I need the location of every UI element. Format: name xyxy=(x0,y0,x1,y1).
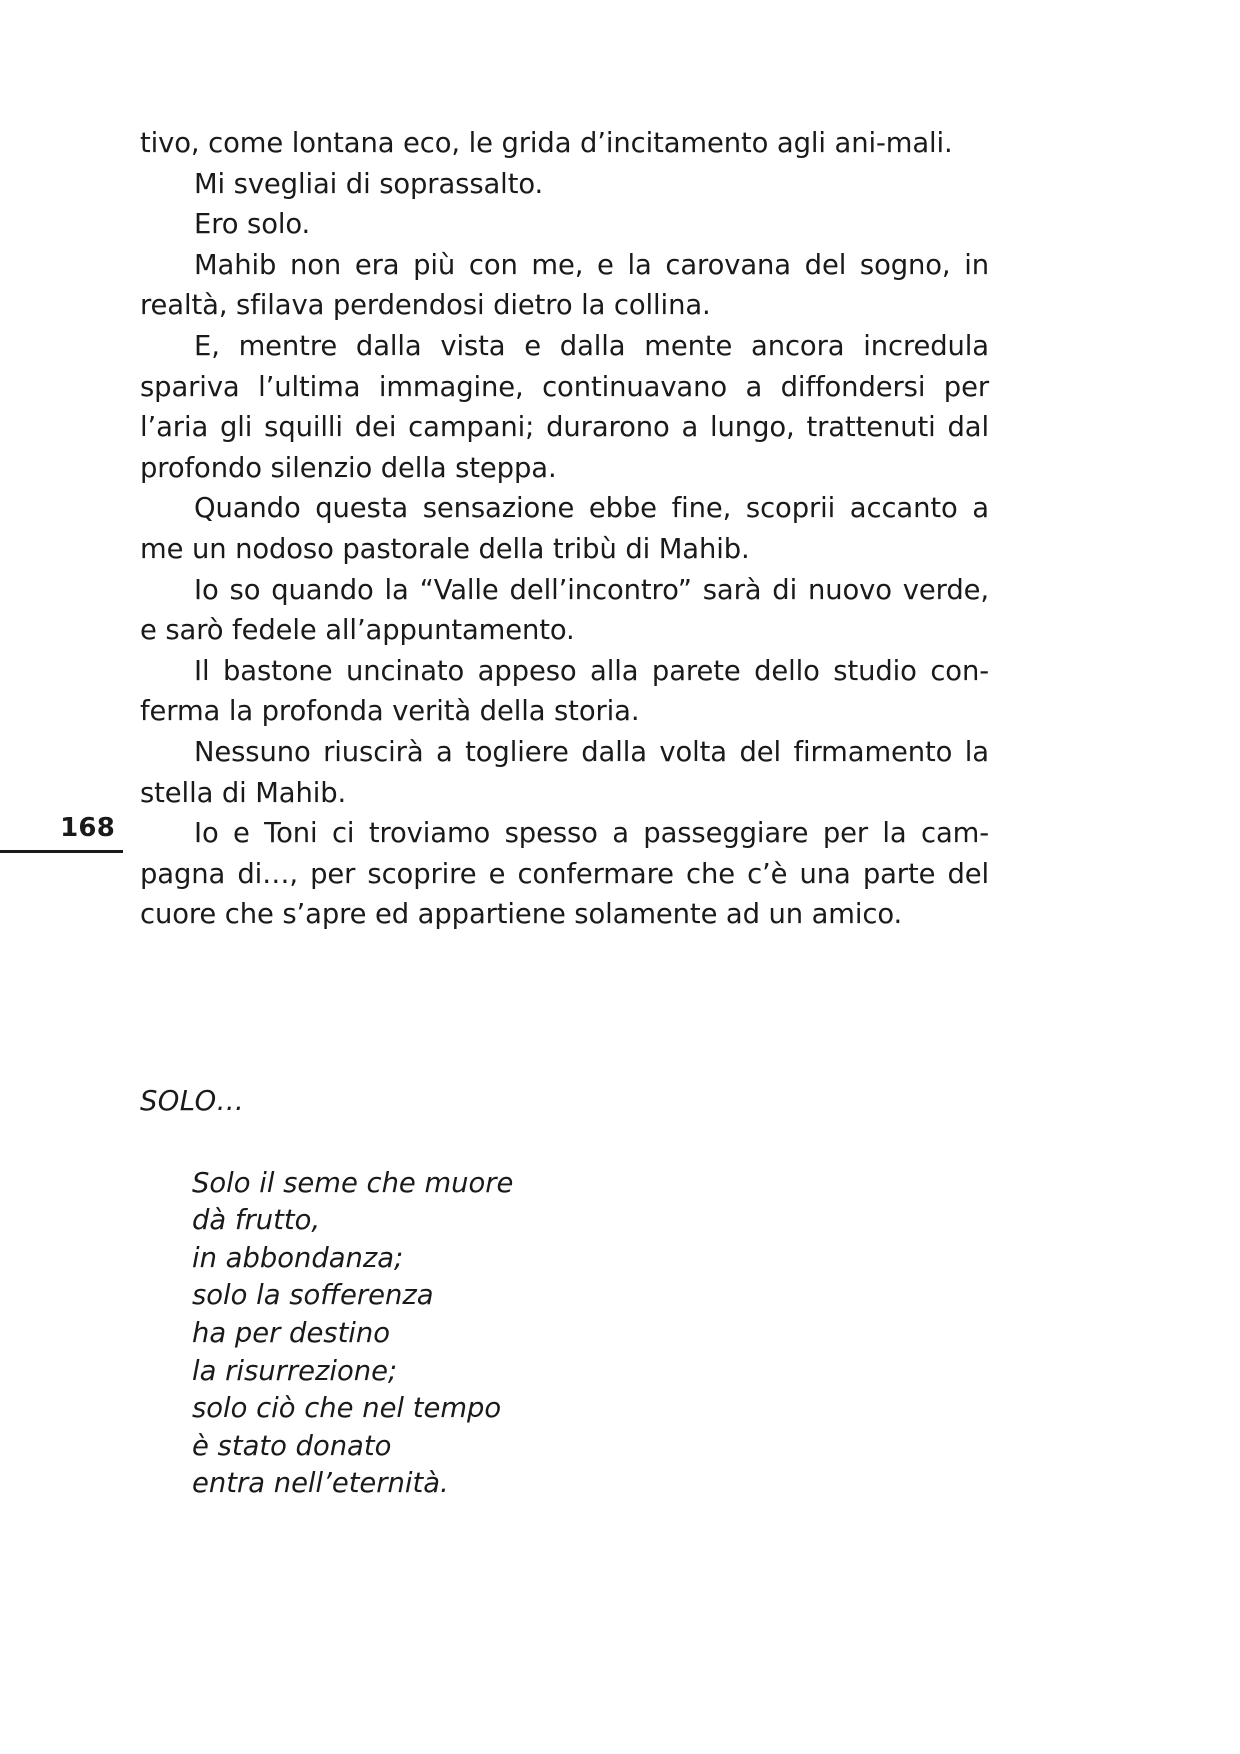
poem-line: ha per destino xyxy=(192,1317,391,1349)
poem-line: Solo il seme che muore xyxy=(192,1167,514,1199)
poem-line: solo la sofferenza xyxy=(192,1280,434,1312)
folio-rule xyxy=(0,850,123,853)
paragraph: Ero solo. xyxy=(194,209,311,241)
paragraph: E, mentre dalla vista e dalla mente ancora incredula spariva l’ultima immagine, continuavano a diffondersi per l’aria gli squilli dei campani; durarono a lungo, trattenuti dal profondo silenzio della steppa. xyxy=(140,330,989,484)
poem-stanza xyxy=(140,1123,989,1503)
page-number: 168 xyxy=(60,813,115,843)
poem-line: dà frutto, xyxy=(192,1205,321,1237)
paragraph: Quando questa sensazione ebbe fine, scoprii accanto a me un nodoso pastorale della tribù di Mahib. xyxy=(140,493,989,565)
poem-title: SOLO… xyxy=(140,1086,245,1117)
paragraph: Il bastone uncinato appeso alla parete dello studio con-ferma la profonda verità della storia. xyxy=(140,655,989,728)
body-text-column xyxy=(140,124,989,936)
paragraph: Mi svegliai di soprassalto. xyxy=(194,168,544,200)
paragraph: Nessuno riuscirà a togliere dalla volta del firmamento la stella di Mahib. xyxy=(140,736,989,809)
paragraph: tivo, come lontana eco, le grida d’incitamento agli ani-mali. xyxy=(140,128,953,159)
poem-line: la risurrezione; xyxy=(192,1355,398,1387)
paragraph: Io so quando la “Valle dell’incontro” sarà di nuovo verde, e sarò fedele all’appuntamento. xyxy=(140,574,989,647)
paragraph: Io e Toni ci troviamo spesso a passeggiare per la cam-pagna di…, per scoprire e confermare che c’è una parte del cuore che s’apre ed appartiene solamente ad un amico. xyxy=(140,818,989,931)
folio xyxy=(0,810,123,853)
poem-line: è stato donato xyxy=(192,1430,392,1462)
poem-line: solo ciò che nel tempo xyxy=(192,1393,502,1425)
paragraph: Mahib non era più con me, e la carovana del sogno, in realtà, sfilava perdendosi dietro la collina. xyxy=(140,249,989,322)
poem-line: entra nell’eternità. xyxy=(192,1468,449,1500)
poem-section xyxy=(140,1082,989,1503)
poem-line: in abbondanza; xyxy=(192,1242,404,1274)
